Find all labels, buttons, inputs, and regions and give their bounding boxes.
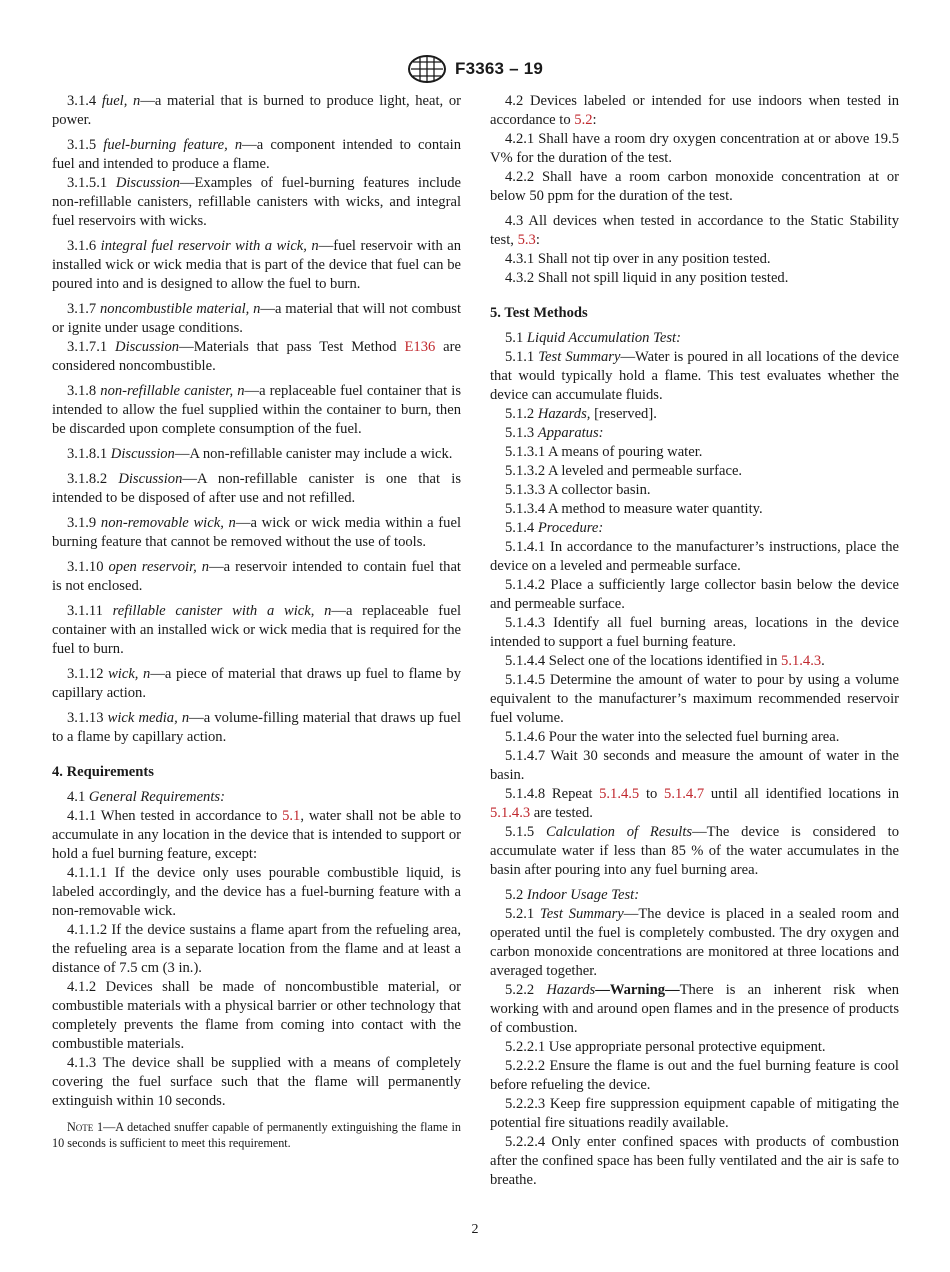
document-id: F3363 – 19 xyxy=(454,59,543,78)
discussion-paragraph: 3.1.5.1 Discussion—Examples of fuel-burning features include non-refillable canisters, refillable canisters with wicks, and integral fuel reservoirs with wicks. xyxy=(52,175,461,229)
method-paragraph: 5.1.4.8 Repeat 5.1.4.5 to 5.1.4.7 until all identified locations in 5.1.4.3 are tested. xyxy=(490,786,900,821)
method-paragraph: 5.1.4.4 Select one of the locations identified in 5.1.4.3. xyxy=(505,653,825,669)
note-paragraph: Note 1—A detached snuffer capable of permanently extinguishing the flame in 10 seconds is sufficient to meet this requirement. xyxy=(52,1120,461,1150)
method-paragraph: 5.1.3.3 A collector basin. xyxy=(505,482,651,498)
ref-link-5-1-4-3[interactable]: 5.1.4.3 xyxy=(490,805,531,821)
definition-paragraph: 3.1.10 open reservoir, n—a reservoir intended to contain fuel that is not enclosed. xyxy=(52,559,461,594)
ref-link-5-1-4-3[interactable]: 5.1.4.3 xyxy=(781,653,822,669)
requirement-paragraph: 4.2 Devices labeled or intended for use indoors when tested in accordance to 5.2: xyxy=(490,93,899,128)
left-column xyxy=(52,92,461,1151)
definition-paragraph: 3.1.8 non-refillable canister, n—a replaceable fuel container that is intended to allow the fuel supplied within the container to burn, then be discarded upon complete consumption of the fuel. xyxy=(52,383,461,437)
method-paragraph: 5.1.4.6 Pour the water into the selected fuel burning area. xyxy=(505,729,840,745)
requirement-paragraph: 4.3 All devices when tested in accordance to the Static Stability test, 5.3: xyxy=(490,213,899,248)
requirement-paragraph: 4.1.1 When tested in accordance to 5.1, water shall not be able to accumulate in any location in the device that is intended to support or hold a fuel burning feature, except: xyxy=(52,808,461,862)
requirement-paragraph: 4.1.1.2 If the device sustains a flame apart from the refueling area, the refueling area is a separate location from the flame and at least a distance of 7.5 cm (3 in.). xyxy=(52,922,461,976)
discussion-paragraph: 3.1.8.1 Discussion—A non-refillable canister may include a wick. xyxy=(67,446,453,462)
page-number: 2 xyxy=(471,1222,479,1237)
method-paragraph: 5.1.1 Test Summary—Water is poured in all locations of the device that would typically hold a flame. This test evaluates whether the device can accumulate fluids. xyxy=(490,349,899,403)
subsection-heading: 4.1 General Requirements: xyxy=(67,789,225,805)
method-paragraph: 5.1.4.1 In accordance to the manufacturer’s instructions, place the device on a leveled and permeable surface. xyxy=(490,539,899,574)
method-paragraph: 5.1.3.4 A method to measure water quantity. xyxy=(505,501,763,517)
method-paragraph: 5.2.2.4 Only enter confined spaces with products of combustion after the confined space has been fully ventilated and the air is safe to breathe. xyxy=(490,1134,900,1188)
discussion-paragraph: 3.1.8.2 Discussion—A non-refillable canister is one that is intended to be disposed of after use and not refilled. xyxy=(52,471,462,506)
method-paragraph: 5.1.3.2 A leveled and permeable surface. xyxy=(505,463,743,479)
method-paragraph: 5.1.4.3 Identify all fuel burning areas, locations in the device intended to support a fuel burning feature. xyxy=(490,615,899,650)
ref-link-5-1-4-7[interactable]: 5.1.4.7 xyxy=(664,786,705,802)
method-paragraph: 5.1.4.2 Place a sufficiently large collector basin below the device and permeable surface. xyxy=(490,577,899,612)
astm-logo xyxy=(407,54,447,84)
method-paragraph: 5.1.2 Hazards, [reserved]. xyxy=(505,406,657,422)
subsection-heading: 5.1 Liquid Accumulation Test: xyxy=(505,330,681,346)
right-column xyxy=(490,92,899,1190)
definition-paragraph: 3.1.7 noncombustible material, n—a material that will not combust or ignite under usage conditions. xyxy=(52,301,461,336)
requirement-paragraph: 4.1.2 Devices shall be made of noncombustible material, or combustible materials with a physical barrier or other technology that completely prevents the flame from coming into contact with the combustible materials. xyxy=(52,979,461,1052)
definition-paragraph: 3.1.13 wick media, n—a volume-filling material that draws up fuel to a flame by capillary action. xyxy=(52,710,462,745)
requirement-paragraph: 4.3.1 Shall not tip over in any position tested. xyxy=(505,251,771,267)
method-paragraph: 5.1.4.5 Determine the amount of water to pour by using a volume equivalent to the manufacturer’s maximum recommended reservoir fuel volume. xyxy=(490,672,899,726)
method-paragraph: 5.1.3.1 A means of pouring water. xyxy=(505,444,703,460)
section-heading-test-methods: 5. Test Methods xyxy=(490,305,588,321)
ref-link-5-3[interactable]: 5.3 xyxy=(517,232,536,248)
method-paragraph: 5.2.2.2 Ensure the flame is out and the fuel burning feature is cool before refueling the device. xyxy=(490,1058,899,1093)
requirement-paragraph: 4.1.1.1 If the device only uses pourable combustible liquid, is labeled accordingly, and the device has a fuel-burning feature with a non-removable wick. xyxy=(52,865,461,919)
method-paragraph: 5.1.4 Procedure: xyxy=(505,520,604,536)
method-paragraph: 5.2.2.1 Use appropriate personal protective equipment. xyxy=(505,1039,826,1055)
definition-paragraph: 3.1.9 non-removable wick, n—a wick or wick media within a fuel burning feature that cannot be removed without the use of tools. xyxy=(52,515,461,550)
method-paragraph: 5.1.5 Calculation of Results—The device is considered to accumulate water if less than 85 % of the water accumulates in the basin after pouring into any fuel burning area. xyxy=(490,824,899,878)
method-paragraph: 5.2.2 Hazards—Warning—There is an inherent risk when working with and around open flames and in the presence of products of combustion. xyxy=(490,982,900,1036)
method-paragraph: 5.2.1 Test Summary—The device is placed in a sealed room and operated until the fuel is completely combusted. The dry oxygen and carbon monoxide concentrations are monitored at three locations and averaged together. xyxy=(490,906,899,979)
requirement-paragraph: 4.1.3 The device shall be supplied with a means of completely covering the fuel surface such that the flame will permanently extinguish within 10 seconds. xyxy=(52,1055,461,1109)
ref-link-e136[interactable]: E136 xyxy=(404,339,436,355)
definition-paragraph: 3.1.6 integral fuel reservoir with a wick, n—fuel reservoir with an installed wick or wick media that is part of the device that fuel can be poured into and is designed to allow the fuel to burn. xyxy=(52,238,461,292)
ref-link-5-1-4-5[interactable]: 5.1.4.5 xyxy=(599,786,640,802)
page-header xyxy=(0,54,950,84)
section-heading-requirements: 4. Requirements xyxy=(52,764,154,780)
requirement-paragraph: 4.2.2 Shall have a room carbon monoxide concentration at or below 50 ppm for the duration of the test. xyxy=(490,169,899,204)
discussion-paragraph: 3.1.7.1 Discussion—Materials that pass Test Method E136 are considered noncombustible. xyxy=(52,339,461,374)
method-paragraph: 5.1.3 Apparatus: xyxy=(505,425,604,441)
method-paragraph: 5.2.2.3 Keep fire suppression equipment capable of mitigating the potential fire situations readily available. xyxy=(490,1096,899,1131)
definition-paragraph: 3.1.12 wick, n—a piece of material that draws up fuel to flame by capillary action. xyxy=(52,666,461,701)
ref-link-5-2[interactable]: 5.2 xyxy=(574,112,593,128)
requirement-paragraph: 4.3.2 Shall not spill liquid in any position tested. xyxy=(505,270,789,286)
method-paragraph: 5.1.4.7 Wait 30 seconds and measure the amount of water in the basin. xyxy=(490,748,899,783)
requirement-paragraph: 4.2.1 Shall have a room dry oxygen concentration at or above 19.5 V% for the duration of the test. xyxy=(490,131,899,166)
definition-paragraph: 3.1.5 fuel-burning feature, n—a component intended to contain fuel and intended to produce a flame. xyxy=(52,137,461,172)
subsection-heading: 5.2 Indoor Usage Test: xyxy=(505,887,640,903)
definition-paragraph: 3.1.11 refillable canister with a wick, n—a replaceable fuel container with an installed wick or wick media that is required for the fuel to burn. xyxy=(52,603,461,657)
ref-link-5-1[interactable]: 5.1 xyxy=(282,808,301,824)
definition-paragraph: 3.1.4 fuel, n—a material that is burned to produce light, heat, or power. xyxy=(52,93,462,128)
